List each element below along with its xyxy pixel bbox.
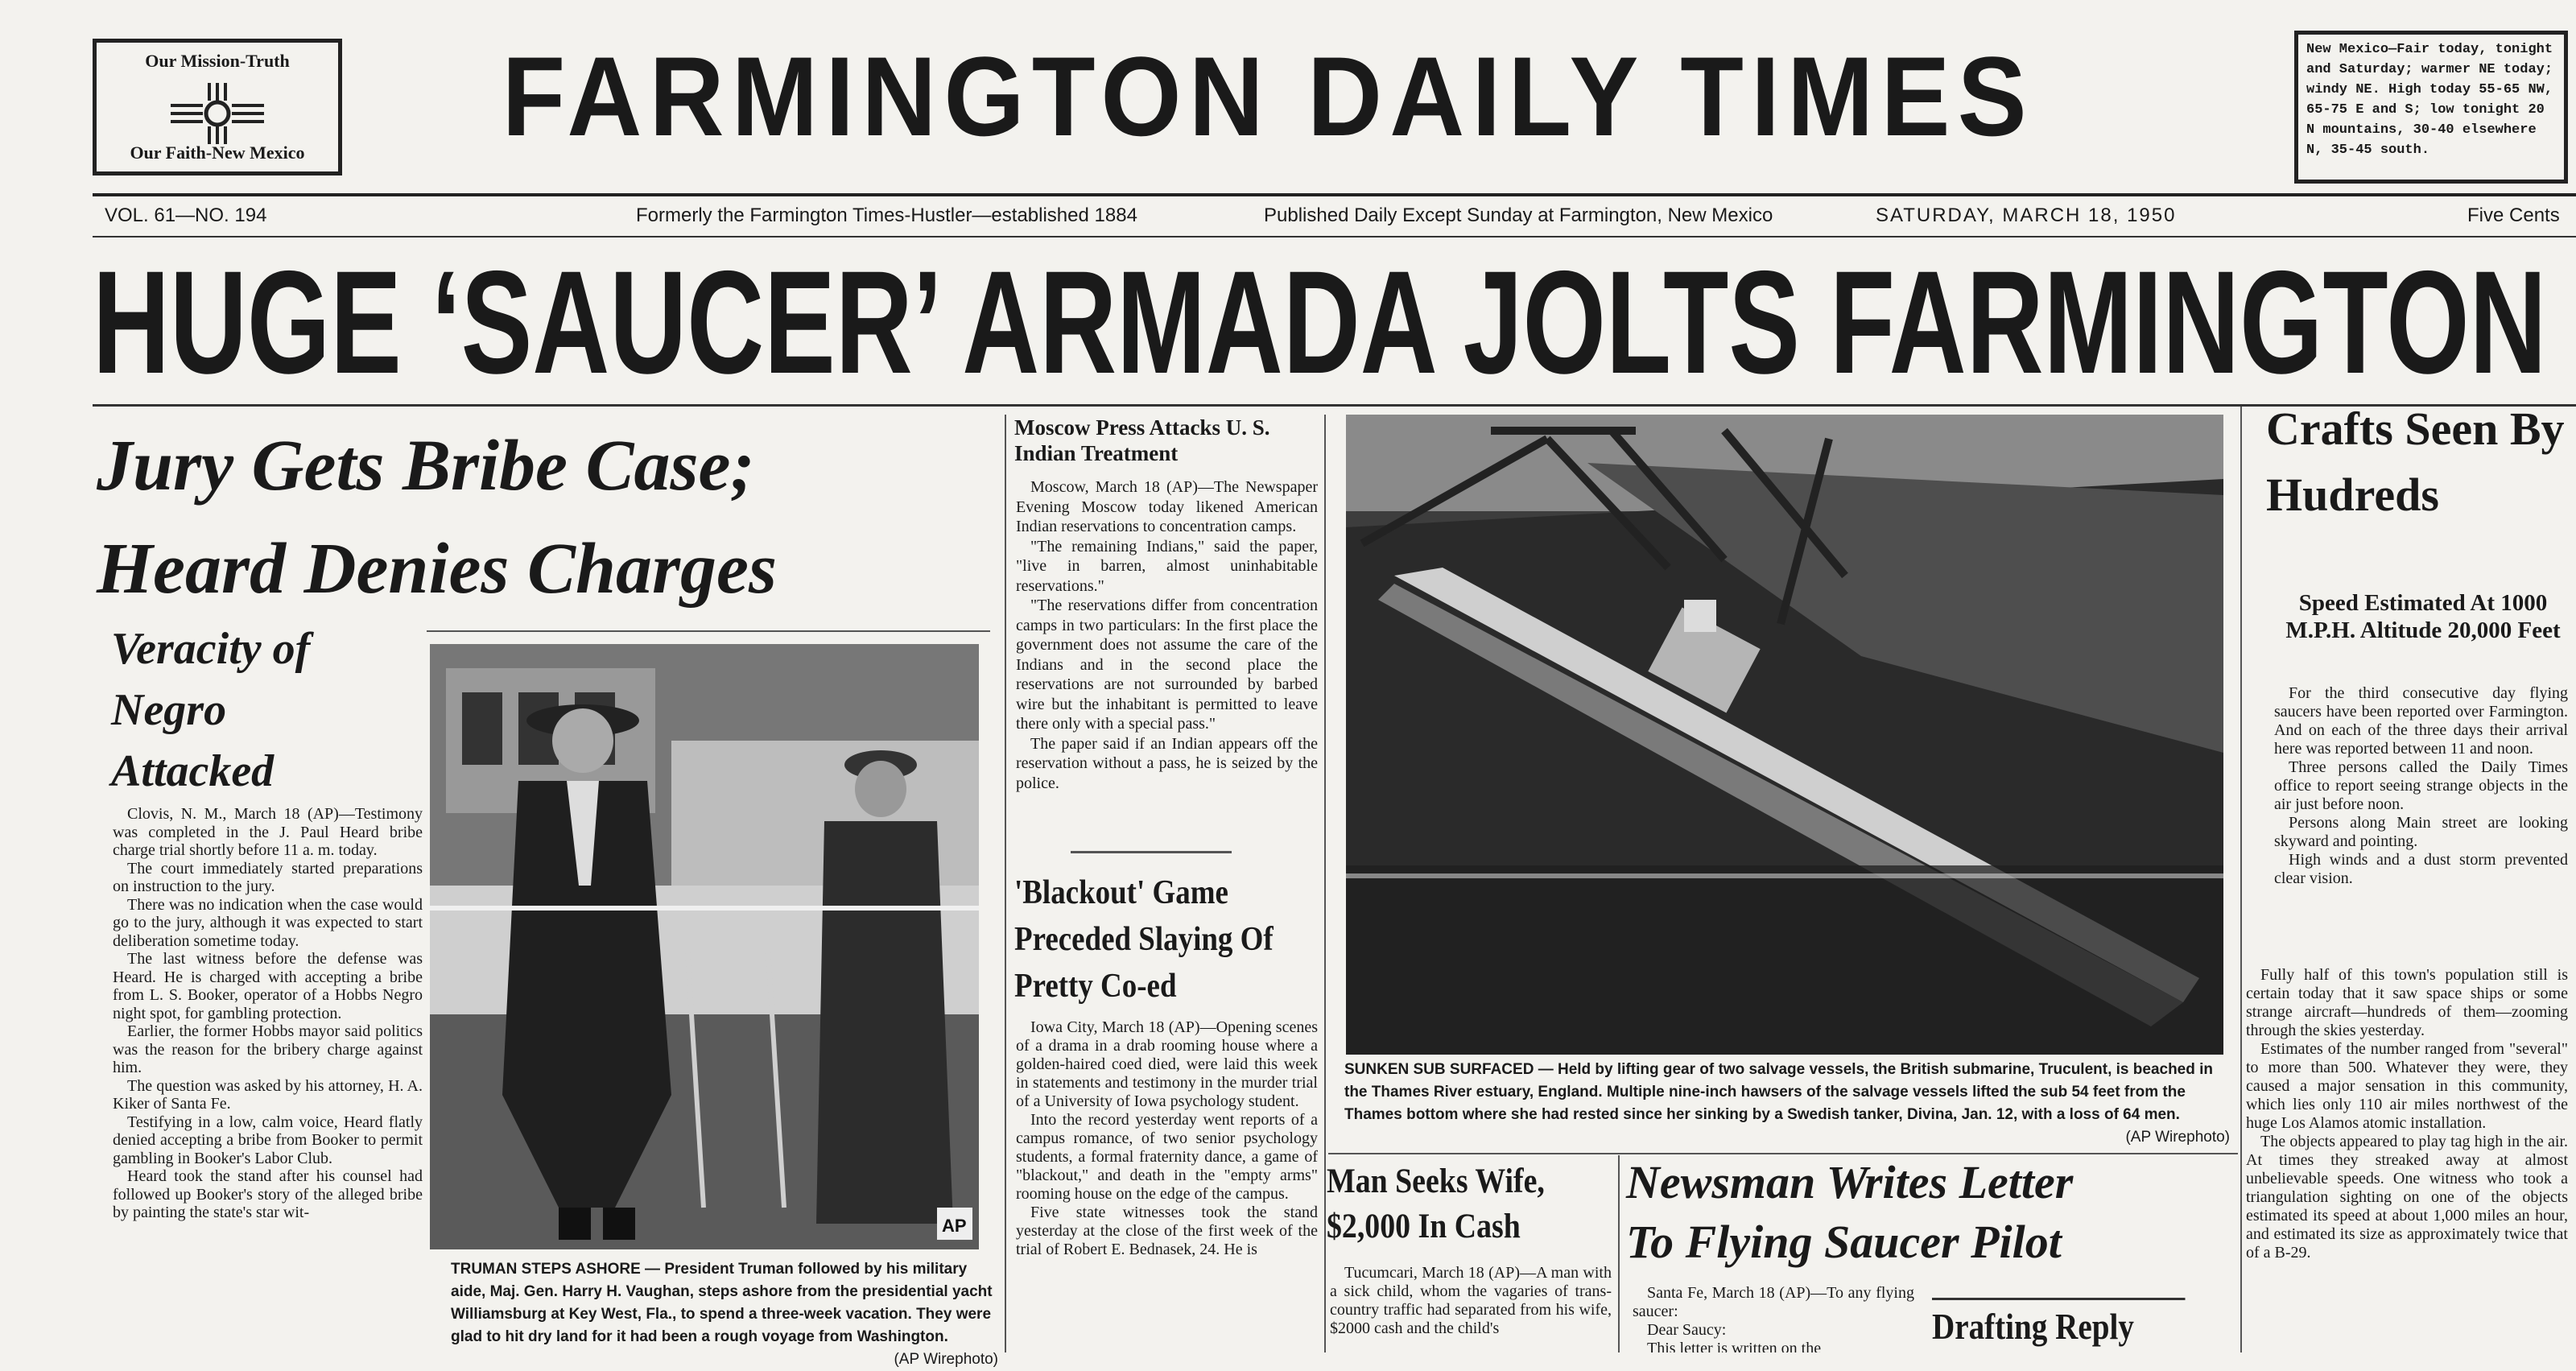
moscow-story-body [1016, 477, 1318, 840]
story-paragraph: Estimates of the number ranged from "several" to more than 500. Whatever they were, they caused a major sensation in this community, which lies only 110 air miles northwest of the huge Los Alamos atomic installation. [2246, 1040, 2568, 1132]
volume-number: VOL. 61—NO. 194 [105, 204, 267, 226]
tucumcari-story-body [1330, 1264, 1612, 1352]
story-paragraph: Testifying in a low, calm voice, Heard flatly denied accepting a bribe from Booker to permit gambling in Booker's Labor Club. [113, 1113, 423, 1167]
formerly-note: Formerly the Farmington Times-Hustler—established 1884 [636, 204, 1137, 226]
story-paragraph: For the third consecutive day flying saucers have been reported over Farmington. And on each of the three days their arrival here was reported between 11 and noon. [2274, 684, 2568, 758]
story-paragraph: The court immediately started preparations on instruction to the jury. [113, 859, 423, 895]
story-separator [1071, 851, 1232, 853]
banner-rule [93, 404, 2576, 407]
santa-fe-story-body [1633, 1284, 1914, 1352]
story-paragraph: Dear Saucy: [1647, 1321, 1727, 1339]
truman-caption-text: TRUMAN STEPS ASHORE — President Truman followed by his military aide, Maj. Gen. Harry H. Vaughan, steps ashore from the presidential yacht Williamsburg at Key West, Fla., to spend a three-week vacation. They were glad to hit dry land for it had been a rough voyage from Washington. [451, 1261, 993, 1345]
issue-date: SATURDAY, MARCH 18, 1950 [1876, 204, 2177, 226]
section-rule [427, 630, 990, 632]
dateline-rule [93, 236, 2576, 237]
story-paragraph: Santa Fe, March 18 (AP)—To any flying saucer: [1633, 1284, 1914, 1320]
story-paragraph: Moscow, March 18 (AP)—The Newspaper Evening Moscow today likened American Indian reservations to concentration camps. [1016, 478, 1318, 535]
submarine-photo [1346, 415, 2223, 1055]
ear-motto-bottom: Our Faith-New Mexico [130, 142, 305, 163]
story-paragraph: Fully half of this town's population still is certain today that it saw space ships or some strange aircraft—hundreds of them—zooming through the skies yesterday. [2246, 966, 2568, 1039]
story-paragraph: Earlier, the former Hobbs mayor said politics was the reason for the bribery charge against him. [113, 1022, 423, 1076]
price: Five Cents [2467, 204, 2560, 226]
story-paragraph: This letter is written on the [1647, 1340, 1822, 1352]
story-paragraph: The paper said if an Indian appears off the reservation without a pass, he is seized by the police. [1016, 734, 1318, 792]
jury-headline-line-1: Jury Gets Bribe Case; [97, 426, 755, 506]
story-paragraph: "The remaining Indians," said the paper, "live in barren, almost uninhabitable reservations." [1016, 537, 1318, 595]
ap-badge: AP [942, 1216, 967, 1236]
column-rule [2240, 407, 2242, 1352]
story-paragraph: Tucumcari, March 18 (AP)—A man with a sick child, whom the vagaries of trans-country traffic had separated from his wife, $2000 cash and the child's [1330, 1264, 1612, 1337]
newsman-headline-line-2: To Flying Saucer Pilot [1626, 1216, 2062, 1268]
drafting-reply-headline: Drafting Reply [1932, 1298, 2186, 1348]
story-paragraph: Three persons called the Daily Times office to report seeing strange objects in the air just before noon. [2274, 758, 2568, 813]
left-ear-box [93, 39, 342, 176]
story-paragraph: The objects appeared to play tag high in the air. At times they streaked away at almost unbelievable speeds. One witness who took a triangulation sighting on one of the objects estimated its speed at about 1,000 miles an hour, and estimated its size as approximately twice that of a B-29. [2246, 1133, 2568, 1262]
zia-sun-icon [169, 81, 266, 146]
crafts-seen-headline: Crafts Seen By Hudreds [2266, 403, 2565, 521]
crafts-deck: Speed Estimated At 1000 M.P.H. Altitude 20,000 Feet [2285, 590, 2561, 643]
story-paragraph: The question was asked by his attorney, H. A. Kiker of Santa Fe. [113, 1076, 423, 1113]
story-paragraph: The last witness before the defense was Heard. He is charged with accepting a bribe from L. S. Booker, operator of a Hobbs Negro night spot, for gambling protection. [113, 950, 423, 1022]
farmington-story-body [2246, 966, 2568, 1352]
story-paragraph: Clovis, N. M., March 18 (AP)—Testimony was completed in the J. Paul Heard bribe charge trial shortly before 11 a. m. today. [113, 805, 423, 859]
column-rule [1324, 415, 1326, 1352]
jury-headline [97, 415, 1006, 621]
submarine-caption [1344, 1059, 2230, 1147]
veracity-subhead: Veracity of Negro Attacked [111, 624, 311, 796]
iowa-story-body [1016, 1018, 1318, 1352]
masthead-rule [93, 193, 2576, 196]
submarine-photo-image [1346, 415, 2223, 1055]
crafts-story-body [2274, 684, 2568, 934]
publication-note: Published Daily Except Sunday at Farmington, New Mexico [1264, 204, 1773, 226]
submarine-caption-text: SUNKEN SUB SURFACED — Held by lifting gear of two salvage vessels, the British submarine, Truculent, is beached in the Thames River estuary, England. Multiple nine-inch hawsers of the salvage vessels lifted the sub 54 feet from the Thames bottom where she had rested since her sinking by a Swedish tanker, Divina, Jan. 12, with a loss of 64 men. [1344, 1061, 2214, 1123]
jury-headline-line-2: Heard Denies Charges [97, 529, 778, 609]
story-paragraph: There was no indication when the case would go to the jury, although it was expected to start deliberation sometime today. [113, 895, 423, 950]
submarine-photo-credit: (AP Wirephoto) [2125, 1129, 2230, 1146]
truman-photo-credit: (AP Wirephoto) [894, 1351, 998, 1368]
story-paragraph: High winds and a dust storm prevented clear vision. [2274, 851, 2568, 887]
newsman-headline-line-1: Newsman Writes Letter [1626, 1156, 2074, 1208]
column-rule [1618, 1155, 1620, 1352]
blackout-headline: 'Blackout' Game Preceded Slaying Of Pretty Co-ed [1014, 874, 1274, 1005]
truman-caption [451, 1258, 998, 1368]
weather-box: New Mexico—Fair today, tonight and Saturday; warmer NE today; windy NE. High today 55-65 NW, 65-75 E and S; low tonight 20 N mountains, 30-40 elsewhere N, 35-45 south. [2294, 31, 2568, 184]
story-paragraph: Into the record yesterday went reports of a campus romance, of two senior psychology students, a formal fraternity dance, a game of "blackout," and death in the "empty arms" rooming house on the edge of the campus. [1016, 1111, 1318, 1203]
man-seeks-wife-headline: Man Seeks Wife, $2,000 In Cash [1327, 1162, 1545, 1245]
moscow-headline: Moscow Press Attacks U. S. Indian Treatment [1014, 415, 1270, 465]
newsman-headline [1626, 1153, 2238, 1272]
truman-photo [430, 644, 979, 1249]
truman-photo-image [430, 644, 979, 1249]
newspaper-nameplate: FARMINGTON DAILY TIMES [502, 33, 2034, 159]
story-paragraph: "The reservations differ from concentration camps in two particulars: In the first place the government does not assume the care of the Indians and in the second place the reservations are not surrounded by barbed wire but the inhabitant is permitted to leave there only with a special pass." [1016, 597, 1318, 733]
story-paragraph: Persons along Main street are looking skyward and pointing. [2274, 814, 2568, 850]
story-paragraph: Five state witnesses took the stand yesterday at the close of the first week of the trial of Robert E. Bednasek, 24. He is [1016, 1204, 1318, 1258]
clovis-story-body [113, 805, 423, 1352]
ear-motto-top: Our Mission-Truth [145, 51, 290, 71]
story-paragraph: Heard took the stand after his counsel had followed up Booker's story of the alleged bribe by painting the state's star wit- [113, 1167, 423, 1221]
story-paragraph: Iowa City, March 18 (AP)—Opening scenes of a drama in a drab rooming house where a golden-haired coed died, were laid this week in statements and testimony in the murder trial of a University of Iowa psychology student. [1016, 1018, 1318, 1110]
dateline [105, 204, 2568, 233]
banner-headline: HUGE ‘SAUCER’ ARMADA JOLTS FARMINGTON [93, 240, 2547, 404]
